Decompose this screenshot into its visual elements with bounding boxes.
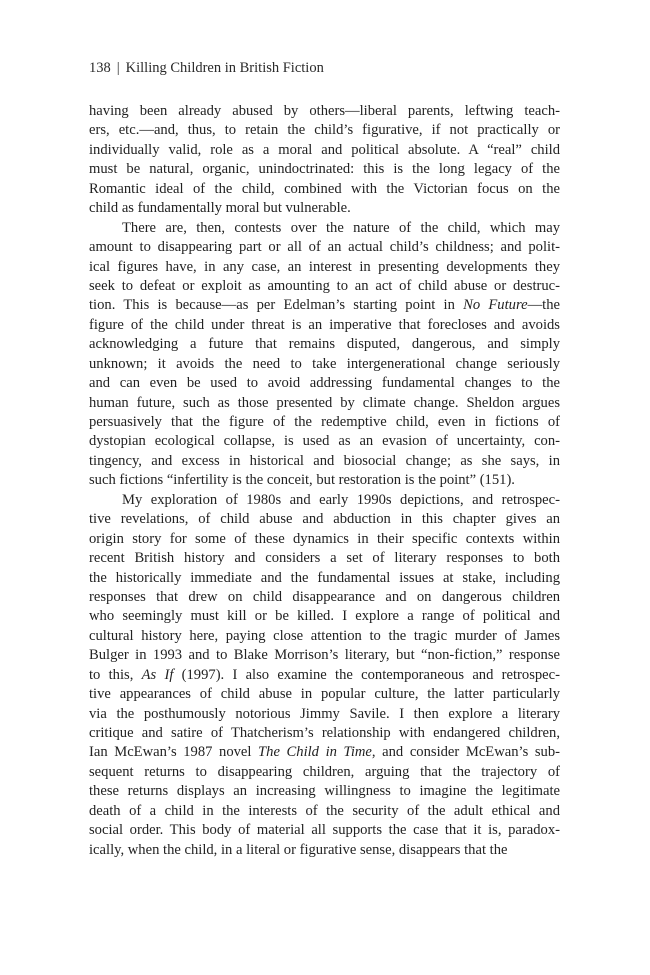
text-line: Romantic ideal of the child, combined with the Victorian focus on the xyxy=(89,180,560,197)
text-line: critique and satire of Thatcherism’s relationship with endangered children, xyxy=(89,725,560,741)
text-line: persuasively that the figure of the redemptive child, even in fictions of xyxy=(89,414,560,430)
text-line: ers, etc.—and, thus, to retain the child’s figurative, if not practically or xyxy=(89,122,560,139)
text-line: recent British history and considers a set of literary responses to both xyxy=(89,550,560,567)
text-line: having been already abused by others—liberal parents, leftwing teach- xyxy=(89,103,560,119)
text-line: death of a child in the interests of the security of the adult ethical and xyxy=(89,802,560,819)
body-text xyxy=(89,102,560,860)
text-line: to this, As If (1997). I also examine the contemporaneous and retrospec- xyxy=(89,666,560,683)
text-line: individually valid, role as a moral and political absolute. A “real” child xyxy=(89,141,560,158)
text-line: sequent returns to disappearing children, arguing that the trajectory of xyxy=(89,763,560,780)
text-line: figure of the child under threat is an imperative that forecloses and avoids xyxy=(89,316,560,333)
header-separator: | xyxy=(116,60,120,76)
text-line: tive revelations, of child abuse and abduction in this chapter gives an xyxy=(89,511,560,528)
text-line: via the posthumously notorious Jimmy Savile. I then explore a literary xyxy=(89,705,560,722)
text-line: such fictions “infertility is the conceit, but restoration is the point” (151). xyxy=(89,472,515,489)
text-line: tion. This is because—as per Edelman’s starting point in No Future—the xyxy=(89,297,560,314)
paragraph xyxy=(89,219,560,491)
text-line: seek to defeat or exploit as amounting to an act of child abuse or destruc- xyxy=(89,277,560,294)
running-title: Killing Children in British Fiction xyxy=(125,60,324,76)
text-line: child as fundamentally moral but vulnerable. xyxy=(89,200,351,217)
text-line: tingency, and excess in historical and biosocial change; as she says, in xyxy=(89,452,560,469)
text-line: and can even be used to avoid addressing fundamental changes to the xyxy=(89,375,560,392)
text-line: the historically immediate and the fundamental issues at stake, including xyxy=(89,569,560,586)
text-line: who seemingly must kill or be killed. I explore a range of political and xyxy=(89,608,560,625)
text-line: these returns displays an increasing willingness to imagine the legitimate xyxy=(89,783,560,800)
text-line: Bulger in 1993 and to Blake Morrison’s literary, but “non-fiction,” response xyxy=(89,647,560,664)
text-line: must be natural, organic, unindoctrinated: this is the long legacy of the xyxy=(89,161,560,178)
text-line: social order. This body of material all supports the case that it is, paradox- xyxy=(89,822,560,839)
text-line: There are, then, contests over the nature of the child, which may xyxy=(122,219,560,236)
text-line: amount to disappearing part or all of an actual child’s childness; and polit- xyxy=(89,239,560,256)
text-line: ical figures have, in any case, an interest in presenting developments they xyxy=(89,258,560,275)
text-line: Ian McEwan’s 1987 novel The Child in Time, and consider McEwan’s sub- xyxy=(89,744,560,761)
italic-title: The Child in Time xyxy=(258,744,372,761)
text-line: dystopian ecological collapse, is used as an evasion of uncertainty, con- xyxy=(89,433,560,450)
text-line: ically, when the child, in a literal or figurative sense, disappears that the xyxy=(89,841,508,858)
text-line: acknowledging a future that remains disputed, dangerous, and simply xyxy=(89,336,560,353)
text-line: responses that drew on child disappearance and on dangerous children xyxy=(89,588,560,605)
text-line: origin story for some of these dynamics in their specific contexts within xyxy=(89,530,560,547)
paragraph xyxy=(89,491,560,860)
italic-title: As If xyxy=(141,666,174,683)
page-number: 138 xyxy=(89,60,111,76)
text-line: human future, such as those presented by climate change. Sheldon argues xyxy=(89,394,560,411)
paragraph xyxy=(89,102,560,219)
running-header xyxy=(89,60,324,77)
text-line: unknown; it avoids the need to take intergenerational change seriously xyxy=(89,355,560,372)
italic-title: No Future xyxy=(463,297,528,314)
text-line: tive appearances of child abuse in popular culture, the latter particularly xyxy=(89,686,560,703)
text-line: My exploration of 1980s and early 1990s depictions, and retrospec- xyxy=(122,491,560,508)
text-line: cultural history here, paying close attention to the tragic murder of James xyxy=(89,627,560,644)
